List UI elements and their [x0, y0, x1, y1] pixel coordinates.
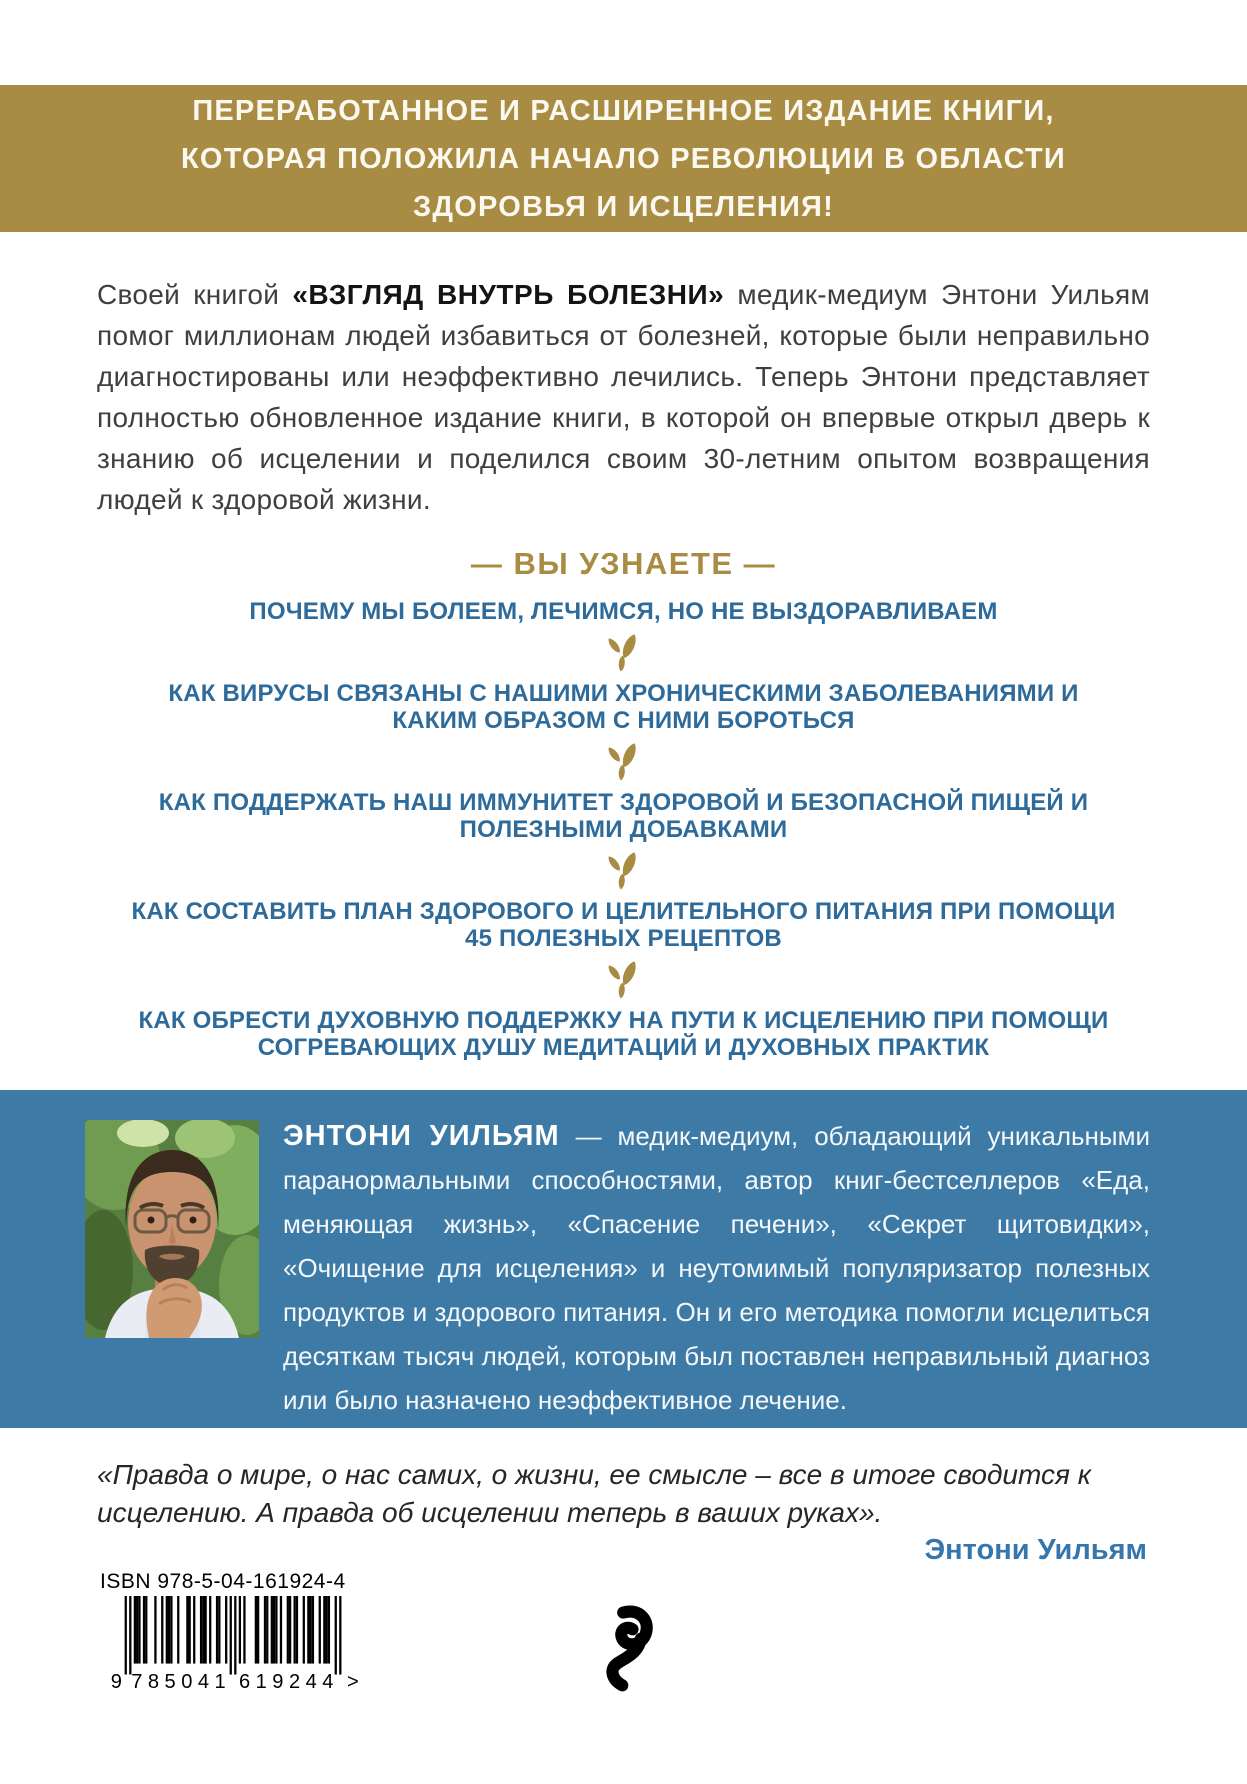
learn-item-1: ПОЧЕМУ МЫ БОЛЕЕМ, ЛЕЧИМСЯ, НО НЕ ВЫЗДОРАВЛИВАЕМ [249, 598, 998, 625]
svg-text:9: 9 [110, 1671, 122, 1693]
author-photo [85, 1120, 259, 1338]
leaf-sprig-icon [601, 850, 647, 892]
top-banner [0, 85, 1247, 232]
you-will-learn-heading: — ВЫ УЗНАЕТЕ — [470, 546, 777, 581]
leaf-sprig-icon [601, 632, 647, 674]
quote-text: «Правда о мире, о нас самих, о жизни, ее смысле – все в итоге сводится к исцелению. А правда об исцелении теперь в ваших руках». [97, 1459, 1091, 1528]
banner-line-1: ПЕРЕРАБОТАННОЕ И РАСШИРЕННОЕ ИЗДАНИЕ КНИГИ, [192, 94, 1055, 127]
intro-text-after: медик-медиум Энтони Уильям помог миллионам людей избавиться от болезней, которые были неправильно диагностированы или неэффективно лечились. Теперь Энтони представляет полностью обновленное издание книги, в которой он впервые открыл дверь к знанию об исцелении и поделился своим 30-летним опытом возвращения людей к здоровой жизни. [97, 279, 1150, 515]
author-section [0, 1090, 1247, 1428]
leaf-sprig-icon [601, 741, 647, 783]
svg-text:>: > [347, 1671, 359, 1693]
banner-line-2: КОТОРАЯ ПОЛОЖИЛА НАЧАЛО РЕВОЛЮЦИИ В ОБЛАСТИ [181, 142, 1066, 175]
quote-attribution: Энтони Уильям [924, 1534, 1147, 1566]
eksmo-logo-icon [598, 1604, 654, 1692]
svg-text:619244: 619244 [239, 1671, 339, 1693]
isbn-label: ISBN 978-5-04-161924-4 [100, 1570, 346, 1593]
banner-line-3: ЗДОРОВЬЯ И ИСЦЕЛЕНИЯ! [413, 190, 834, 223]
learn-item-3: КАК ПОДДЕРЖАТЬ НАШ ИММУНИТЕТ ЗДОРОВОЙ И БЕЗОПАСНОЙ ПИЩЕЙ И ПОЛЕЗНЫМИ ДОБАВКАМИ [158, 788, 1089, 843]
learn-list [97, 582, 1150, 1062]
leaf-sprig-icon [601, 959, 647, 1001]
learn-item-4: КАК СОСТАВИТЬ ПЛАН ЗДОРОВОГО И ЦЕЛИТЕЛЬНОГО ПИТАНИЯ ПРИ ПОМОЩИ 45 ПОЛЕЗНЫХ РЕЦЕПТОВ [131, 897, 1116, 952]
intro-text-before: Своей книгой [97, 279, 293, 310]
book-title: «ВЗГЛЯД ВНУТРЬ БОЛЕЗНИ» [292, 279, 725, 310]
learn-item-5: КАК ОБРЕСТИ ДУХОВНУЮ ПОДДЕРЖКУ НА ПУТИ К ИСЦЕЛЕНИЮ ПРИ ПОМОЩИ СОГРЕВАЮЩИХ ДУШУ МЕДИТАЦИЙ И ДУХОВНЫХ ПРАКТИК [138, 1006, 1109, 1061]
author-name: ЭНТОНИ УИЛЬЯМ [283, 1120, 560, 1152]
ean13-barcode-icon [110, 1596, 362, 1693]
author-bio-text: — медик-медиум, обладающий уникальными паранормальными способностями, автор книг-бестселлеров «Еда, меняющая жизнь», «Спасение печени», «Секрет щитовидки», «Очищение для исцеления» и неутомимый популяризатор полезных продуктов и здорового питания. Он и его методика помогли исцелиться десяткам тысяч людей, которым был поставлен неправильный диагноз или было назначено неэффективное лечение. [283, 1121, 1150, 1415]
svg-text:785041: 785041 [131, 1671, 232, 1693]
intro-paragraph [97, 274, 1150, 520]
learn-item-2: КАК ВИРУСЫ СВЯЗАНЫ С НАШИМИ ХРОНИЧЕСКИМИ ЗАБОЛЕВАНИЯМИ И КАКИМ ОБРАЗОМ С НИМИ БОРОТЬСЯ [168, 679, 1079, 734]
